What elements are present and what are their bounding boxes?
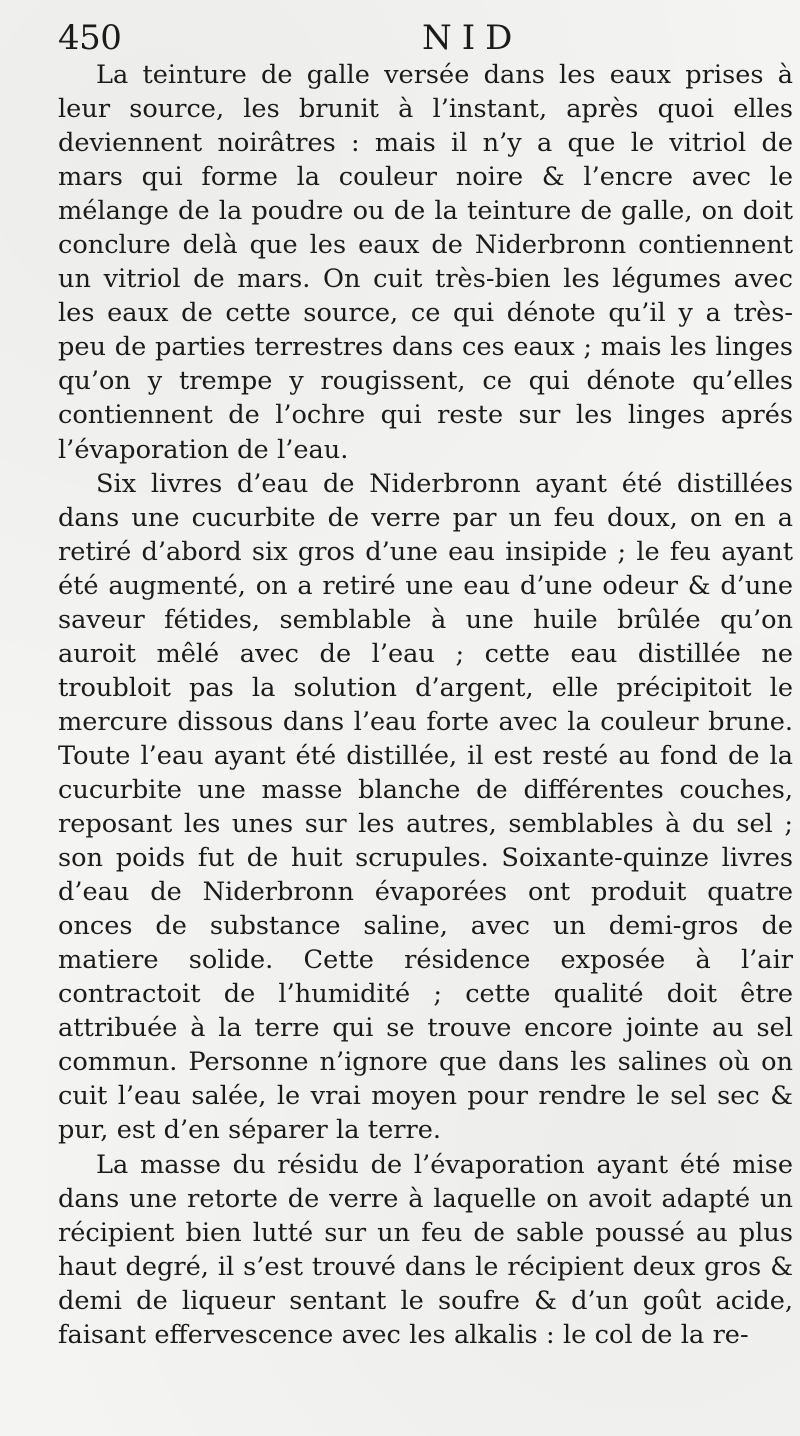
paragraph-1: La teinture de galle versée dans les eaux prises à leur source, les brunit à l’instant, après quoi elles deviennent noirâtres : mais il n’y a que le vitriol de mars qui forme la couleur noire & l’encre avec le mélange de la poudre ou de la teinture de galle, on doit conclure delà que les eaux de Niderbronn contiennent un vitriol de mars. On cuit très-bien les légumes avec les eaux de cette source, ce qui dénote qu’il y a très-peu de parties terrestres dans ces eaux ; mais les linges qu’on y trempe y rougissent, ce qui dénote qu’elles contiennent de l’ochre qui reste sur les linges aprés l’évaporation de l’eau.	[58, 60, 793, 465]
paragraph-2: Six livres d’eau de Niderbronn ayant été distillées dans une cucurbite de verre par un feu doux, on en a retiré d’abord six gros d’une eau insipide ; le feu ayant été augmenté, on a retiré une eau d’une odeur & d’une saveur fétides, semblable à une huile brûlée qu’on auroit mêlé avec de l’eau ; cette eau distillée ne troubloit pas la solution d’argent, elle précipitoit le mercure dissous dans l’eau forte avec la couleur brune. Toute l’eau ayant été distillée, il est resté au fond de la cucurbite une masse blanche de différentes couches, reposant les unes sur les autres, semblables à du sel ; son poids fut de huit scrupules. Soixante-quinze livres d’eau de Niderbronn évaporées ont produit quatre onces de substance saline, avec un demi-gros de matiere solide. Cette résidence exposée à l’air contractoit de l’humidité ; cette qualité doit être attribuée à la terre qui se trouve encore jointe au sel commun. Personne n’ignore que dans les salines où on cuit l’eau salée, le vrai moyen pour rendre le sel sec & pur, est d’en séparer la terre.	[58, 468, 793, 1146]
paragraph-3: La masse du résidu de l’évaporation ayant été mise dans une retorte de verre à laquelle on avoit adapté un récipient bien lutté sur un feu de sable poussé au plus haut degré, il s’est trouvé dans le récipient deux gros & demi de liqueur sentant le soufre & d’un goût acide, faisant effervescence avec les alkalis : le col de la re-	[58, 1149, 793, 1350]
page-header	[58, 14, 788, 62]
running-head: NID	[422, 18, 523, 58]
body-text	[58, 58, 793, 1352]
page-number: 450	[58, 18, 122, 58]
